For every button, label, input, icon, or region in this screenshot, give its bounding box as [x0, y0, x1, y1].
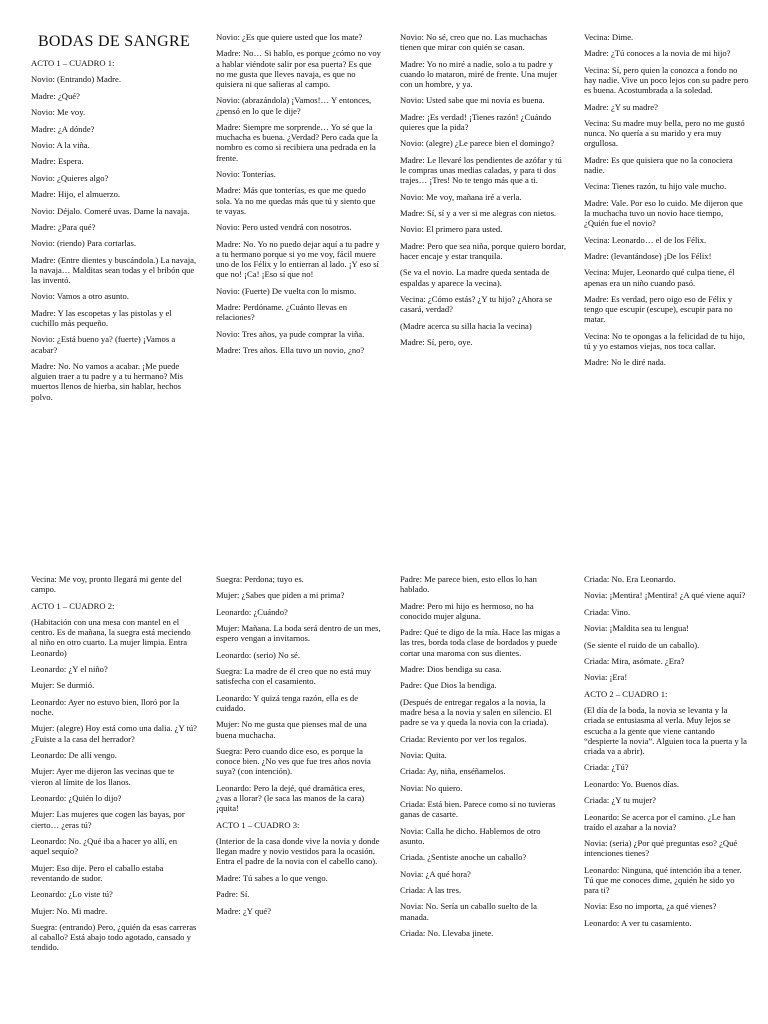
paragraph: Novio: A la viña.	[31, 139, 90, 150]
paragraph: Criada: Vino.	[584, 606, 631, 617]
paragraph: Leonardo: Pero la dejé, qué dramática eres, ¿vas a llorar? (le saca las manos de la cara) ¡quita!	[216, 782, 365, 814]
paragraph: Novio: (abrazándola) ¡Vamos!… Y entonces, ¿pensó en lo que le dije?	[216, 95, 372, 116]
paragraph: Madre: No le diré nada.	[584, 357, 666, 368]
paragraph: Novia: Calla he dicho. Hablemos de otro asunto.	[400, 825, 541, 846]
paragraph: Novio: Vamos a otro asunto.	[31, 291, 129, 302]
paragraph: Novio: Usted sabe que mi novia es buena.	[400, 95, 545, 106]
paragraph: Novio: No sé, creo que no. Las muchachas tienen que mirar con quién se casan.	[400, 32, 548, 53]
paragraph: Madre: Le llevaré los pendientes de azófar y tú le compras unas medias caladas, y para ti dos trajes… ¡Tres! No te tengo más que a ti.	[400, 154, 562, 186]
paragraph: Madre: ¿A dónde?	[31, 123, 95, 134]
paragraph: Madre: Sí, pero, oye.	[400, 336, 473, 347]
column-8	[584, 574, 750, 1022]
paragraph: Madre: Siempre me sorprende… Yo sé que la muchacha es buena. ¿Verdad? Pero cada que la nombro es como si recibiera una pedrada en la frente.	[216, 121, 378, 163]
paragraph: Leonardo: ¿Cuándo?	[216, 606, 288, 617]
paragraph: Mujer: Las mujeres que cogen las bayas, por cierto… ¿eras tú?	[31, 809, 185, 830]
paragraph: Madre: Dios bendiga su casa.	[400, 663, 502, 674]
column-8-text	[584, 574, 750, 928]
column-1-text	[31, 58, 197, 402]
paragraph: Novio: Pero usted vendrá con nosotros.	[216, 222, 352, 233]
paragraph: Madre: Yo no miré a nadie, solo a tu padre y cuando lo mataron, miré de frente. Una mujer con un hombre, y ya.	[400, 58, 558, 89]
paragraph: Novio: Tonterías.	[216, 168, 276, 179]
paragraph: Madre: Pero que sea niña, porque quiero bordar, hacer encaje y estar tranquila.	[400, 240, 566, 261]
paragraph: Vecina: Leonardo… el de los Félix.	[584, 234, 707, 245]
paragraph: Criada: Mira, asómate. ¿Era?	[584, 655, 685, 666]
paragraph: Novio: Déjalo. Comeré uvas. Dame la navaja.	[31, 205, 190, 216]
paragraph: Leonardo: No. ¿Qué iba a hacer yo allí, en aquel sequío?	[31, 835, 178, 857]
paragraph: Criada: Ay, niña, enséñamelos.	[400, 766, 506, 777]
paragraph: Madre: No… Si hablo, es porque ¿cómo no voy a hablar viéndote salir por esa puerta? Es que no me gusta que lleves navaja, es que no quisiera ni que salieras al campo.	[216, 48, 381, 89]
paragraph: Leonardo: (serio) No sé.	[216, 649, 300, 660]
paragraph: (Se siente el ruido de un caballo).	[584, 639, 700, 650]
paragraph: Criada: Reviento por ver los regalos.	[400, 733, 527, 744]
paragraph: Vecina: Sí, pero quien la conozca a fondo no hay nadie. Vive un poco lejos con su padre pero es buena. Acostumbrada a la soledad.	[584, 64, 749, 96]
paragraph: Criada: Está bien. Parece como si no tuvieras ganas de casarte.	[400, 799, 556, 820]
paragraph: Criada: ¿Y tu mujer?	[584, 795, 656, 806]
paragraph: (Después de entregar regalos a la novia, la madre besa a la novia y salen en silencio. El padre se va y queda la novia con la criada).	[400, 696, 552, 728]
paragraph: ACTO 1 – CUADRO 1:	[31, 58, 115, 68]
paragraph: Novio: Me voy, mañana iré a verla.	[400, 191, 522, 202]
paragraph: Leonardo: ¿Lo viste tú?	[31, 889, 113, 900]
paragraph: Mujer: ¿Sabes que piden a mi prima?	[216, 590, 345, 601]
paragraph: Padre: Me parece bien, esto ellos lo han hablado.	[400, 574, 537, 595]
paragraph: Madre: Y las escopetas y las pistolas y el cuchillo más pequeño.	[31, 307, 172, 329]
paragraph: Vecina: Me voy, pronto llegará mi gente del campo.	[31, 574, 182, 595]
paragraph: Novia: Quita.	[400, 749, 447, 760]
paragraph: (Madre acerca su silla hacia la vecina)	[400, 320, 532, 331]
paragraph: Madre: Espera.	[31, 156, 84, 167]
paragraph: Mujer: (alegre) Hoy está como una dalia. ¿Y tú? ¿Fuiste a la casa del herrador?	[31, 723, 197, 744]
paragraph: Leonardo: Se acerca por el camino. ¿Le han traído el azahar a la novia?	[584, 811, 736, 832]
paragraph: Madre: ¿Y su madre?	[584, 101, 658, 112]
column-1	[31, 32, 197, 512]
paragraph: Criada: ¿Tú?	[584, 762, 629, 773]
paragraph: Madre: ¡Es verdad! ¡Tienes razón! ¿Cuándo quieres que la pida?	[400, 111, 552, 132]
paragraph: Madre: Sí, sí y a ver si me alegras con nietos.	[400, 207, 557, 218]
paragraph: Novia: ¡Maldita sea tu lengua!	[584, 623, 690, 634]
paragraph: Novia: ¡Mentira! ¡Mentira! ¿A qué viene aquí?	[584, 590, 746, 601]
paragraph: Novia: No quiero.	[400, 782, 463, 793]
paragraph: Madre: ¿Para qué?	[31, 221, 96, 232]
paragraph: Padre: Sí.	[216, 889, 250, 900]
paragraph: Madre: Es verdad, pero oigo eso de Félix y tengo que escupir (escupe), escupir para no matar.	[584, 293, 733, 325]
paragraph: Mujer: No me gusta que pienses mal de una buena muchacha.	[216, 719, 367, 740]
paragraph: Padre: Qué te digo de la mía. Hace las migas a las tres, borda toda clase de bordados y puede cortar una maroma con sus dientes.	[400, 627, 561, 658]
paragraph: Madre: Es que quisiera que no la conociera nadie.	[584, 154, 733, 175]
paragraph: Madre: ¿Y qué?	[216, 905, 272, 916]
paragraph: Vecina: Dime.	[584, 32, 634, 42]
paragraph: Criada: No. Era Leonardo.	[584, 574, 676, 584]
paragraph: Leonardo: Y quizá tenga razón, ella es de cuidado.	[216, 692, 359, 713]
column-6	[216, 574, 382, 1022]
paragraph: Madre: Pero mi hijo es hermoso, no ha conocido mujer alguna.	[400, 600, 534, 621]
paragraph: Madre: Tres años. Ella tuvo un novio, ¿no?	[216, 344, 365, 355]
paragraph: Novio: (Entrando) Madre.	[31, 74, 121, 85]
paragraph: Madre: ¿Tú conoces a la novia de mi hijo?	[584, 48, 731, 59]
paragraph: Madre: No. Yo no puedo dejar aquí a tu padre y a tu hermano porque si yo me voy, fácil muere uno de los Félix y lo entierran al lado. ¡Y eso sí que no! ¡Ca! ¡Eso sí que no!	[216, 238, 380, 280]
paragraph: Mujer: Se durmió.	[31, 680, 95, 691]
paragraph: Leonardo: Yo. Buenos días.	[584, 778, 680, 789]
paragraph: Criada: A las tres.	[400, 885, 462, 896]
column-4	[584, 32, 750, 512]
paragraph: Leonardo: De allí vengo.	[31, 749, 117, 760]
paragraph: (El día de la boda, la novia se levanta y la criada se entusiasma al verla. Muy lejos se escucha a la gente que viene cantando “despierte la novia”. Alguien toca la puerta y la criada va a abrir).	[584, 705, 747, 756]
paragraph: Madre: Hijo, el almuerzo.	[31, 189, 121, 200]
paragraph: (Habitación con una mesa con mantel en el centro. Es de mañana, la suegra está meciendo al niño en otro cuarto. La mujer limpia. Entra Leonardo)	[31, 616, 191, 658]
paragraph: ACTO 2 – CUADRO 1:	[584, 688, 668, 699]
paragraph: Vecina: Su madre muy bella, pero no me gustó nunca. No quería a su marido y era muy orgullosa.	[584, 117, 745, 149]
column-5	[31, 574, 197, 1022]
page-title: BODAS DE SANGRE	[37, 33, 191, 50]
paragraph: Vecina: Tienes razón, tu hijo vale mucho.	[584, 181, 727, 192]
column-5-text	[31, 574, 197, 953]
paragraph: (Se va el novio. La madre queda sentada de espaldas y aparece la vecina).	[400, 267, 550, 288]
paragraph: Novia: Eso no importa, ¿a qué vienes?	[584, 901, 717, 912]
column-2-text	[216, 32, 382, 355]
column-4-text	[584, 32, 750, 368]
paragraph: ACTO 1 – CUADRO 3:	[216, 819, 300, 830]
paragraph: (Interior de la casa donde vive la novia y donde llegan madre y novio vestidos para la ocasión. Entra el padre de la novia con el cabello cano).	[216, 835, 380, 867]
paragraph: Suegra: La madre de él creo que no está muy satisfecha con el casamiento.	[216, 666, 371, 687]
paragraph: Novia: No. Sería un caballo suelto de la manada.	[400, 901, 537, 922]
paragraph: Novio: Me voy.	[31, 107, 86, 118]
paragraph: Novio: ¿Está bueno ya? (fuerte) ¡Vamos a acabar?	[31, 334, 176, 355]
paragraph: Criada: No. Llevaba jinete.	[400, 928, 494, 939]
column-7-text	[400, 574, 566, 938]
paragraph: Novio: ¿Es que quiere usted que los mate?	[216, 32, 363, 42]
paragraph: Madre: Vale. Por eso lo cuido. Me dijeron que la muchacha tuvo un novio hace tiempo, ¿Quién fue el novio?	[584, 197, 743, 229]
paragraph: Criada. ¿Sentiste anoche un caballo?	[400, 852, 527, 863]
paragraph: Mujer: Eso dije. Pero el caballo estaba reventando de sudor.	[31, 862, 164, 883]
column-3-text	[400, 32, 566, 347]
paragraph: Madre: No. No vamos a acabar. ¡Me puede alguien traer a tu padre y a tu hermano? Mis muertos llenos de hierba, sin hablar, hechos polvo.	[31, 361, 184, 402]
paragraph: Mujer: Ayer me dijeron las vecinas que te vieron al límite de los llanos.	[31, 766, 175, 787]
paragraph: Madre: Perdóname. ¿Cuánto llevas en relaciones?	[216, 301, 348, 323]
column-2	[216, 32, 382, 512]
paragraph: Novia: ¡Era!	[584, 672, 628, 683]
paragraph: Leonardo: ¿Y el niño?	[31, 663, 108, 674]
paragraph: Leonardo: A ver tu casamiento.	[584, 917, 692, 928]
paragraph: Madre: (Entre dientes y buscándola.) La navaja, la navaja… Malditas sean todas y el bribón que las inventó.	[31, 254, 197, 286]
paragraph: Vecina: No te opongas a la felicidad de tu hijo, tú y yo estamos viejas, nos toca callar.	[584, 330, 745, 351]
paragraph: Novio: (Fuerte) De vuelta con lo mismo.	[216, 285, 357, 296]
paragraph: ACTO 1 – CUADRO 2:	[31, 600, 115, 611]
paragraph: Madre: ¿Qué?	[31, 90, 80, 101]
paragraph: Novia: (seria) ¿Por qué preguntas eso? ¿Qué intenciones tienes?	[584, 838, 738, 859]
paragraph: Novio: (alegre) ¿Le parece bien el domingo?	[400, 138, 555, 149]
paragraph: Leonardo: Ninguna, qué intención iba a tener. Tú que me conoces dime, ¿quién he sido yo para ti?	[584, 864, 742, 896]
paragraph: Novio: ¿Quieres algo?	[31, 172, 109, 183]
paragraph: Novio: El primero para usted.	[400, 224, 503, 235]
paragraph: Vecina: Mujer, Leonardo qué culpa tiene, él apenas era un niño cuando pasó.	[584, 267, 735, 288]
paragraph: Novia: ¿A qué hora?	[400, 868, 471, 879]
paragraph: Madre: Tú sabes a lo que vengo.	[216, 872, 328, 883]
paragraph: Madre: (levantándose) ¡De los Félix!	[584, 250, 712, 261]
paragraph: Mujer: No. Mi madre.	[31, 905, 108, 916]
paragraph: Padre: Que Dios la bendiga.	[400, 680, 497, 691]
paragraph: Mujer: Mañana. La boda será dentro de un mes, espero vengan a invitarnos.	[216, 623, 381, 644]
paragraph: Leonardo: Ayer no estuvo bien, lloró por la noche.	[31, 696, 180, 717]
paragraph: Madre: Más que tonterías, es que me quedo sola. Ya no me quedas más que tú y siento que te vayas.	[216, 185, 376, 216]
paragraph: Leonardo: ¿Quién lo dijo?	[31, 792, 122, 803]
column-7	[400, 574, 566, 1022]
paragraph: Suegra: Pero cuando dice eso, es porque la conoce bien. ¿No ves que fue tres años novia suya? (con intención).	[216, 745, 371, 777]
paragraph: Novio: Tres años, ya pude comprar la viña.	[216, 328, 365, 339]
column-6-text	[216, 574, 382, 916]
paragraph: Suegra: Perdona; tuyo es.	[216, 574, 304, 584]
paragraph: Vecina: ¿Cómo estás? ¿Y tu hijo? ¿Ahora se casará, verdad?	[400, 293, 553, 315]
paragraph: Novio: (riendo) Para cortarlas.	[31, 238, 136, 249]
paragraph: Suegra: (entrando) Pero, ¿quién da esas carreras al caballo? Está abajo todo agotado, cansado y tendido.	[31, 921, 197, 953]
column-3	[400, 32, 566, 512]
